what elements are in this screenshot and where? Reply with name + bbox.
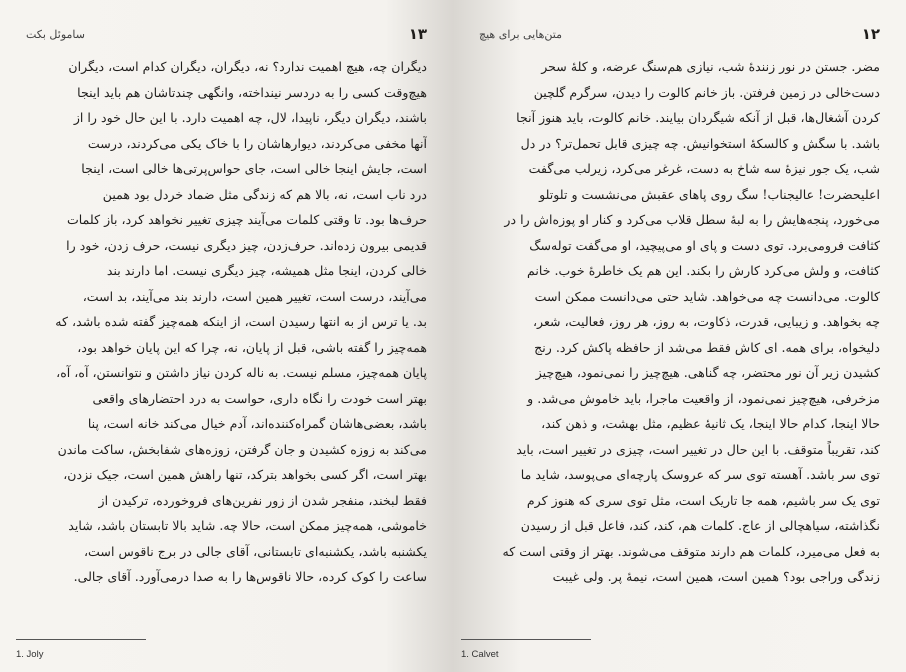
text-line: دلیخواه، برای همه. ای کاش فقط می‌شد از حافظه پاکش کرد. رنج xyxy=(534,339,880,355)
right-running-head: متن‌هایی برای هیچ xyxy=(479,27,562,41)
left-footnote-rule xyxy=(16,639,146,640)
right-footnote: 1. Calvet xyxy=(461,649,499,660)
right-page-number: ۱۲ xyxy=(861,25,880,43)
text-line: حالا اینجا، کدام حالا اینجا، یک ثانیهٔ عظیم، مثل بهشت، و ذهن کند، xyxy=(541,416,880,431)
text-line: حرف‌ها بود. تا وقتی کلمات می‌آیند چیزی تغییر نخواهد کرد، باز کلمات xyxy=(66,212,427,227)
text-line: نگذاشته، سیاهچالی از عاج. کلمات هم، کند، کند، فاعل قبل از رسیدن xyxy=(520,518,880,533)
text-line: چه بخواهد. و زیبایی، قدرت، ذکاوت، به روز، هر روز، فعالیت، شعر، xyxy=(532,314,880,329)
text-line: کشیدن زیر آن نور محتضر، چه گناهی. هیچ‌چیز را نمی‌نمود، هیچ‌چیز xyxy=(535,365,880,380)
text-line: ساعت را کوک کرده، حالا ناقوس‌ها را به صدا درمی‌آورد. آقای جالی. xyxy=(73,569,427,584)
text-line: بد. یا ترس از به انتها رسیدن است، از اینکه همه‌چیز گفته شده باشد، که xyxy=(55,314,427,329)
text-line: زندگی وراجی بود؟ همین است، همین است، نیمهٔ پر. ولی غیبت xyxy=(552,569,880,584)
text-line: پایان همه‌چیز، مسلم نیست. به ناله کردن نیاز داشتن و نتوانستن، آه، آه، xyxy=(56,365,427,380)
text-line: هیچ‌وقت کسی را به دردسر نینداخته، وانگهی چندتاشان هم باید اینجا xyxy=(77,84,427,100)
text-line: فقط لبخند، منفجر شدن از زور نفرین‌های فروخورده، ترکیدن از xyxy=(98,492,427,508)
text-line: همه‌چیز را گفته باشی، قبل از پایان، نه، چرا که این پایان خواهد بود، xyxy=(77,339,427,355)
text-line: کثافت فرومی‌برد. توی دست و پای او می‌پیچید، او می‌گفت توله‌سگ xyxy=(529,237,880,253)
text-line: خاموشی، همه‌چیز ممکن است، حالا چه. شاید بالا تابستان باشد، شاید xyxy=(68,518,427,533)
text-line: می‌کند به زوزه کشیدن و جان گرفتن، زوزه‌های شفابخش، ساکت ماندن xyxy=(57,441,427,457)
text-line: درد ناب است، نه، بالا هم که زندگی مثل ضماد خردل بود همین xyxy=(102,186,427,202)
text-line: باشد. با سگش و کالسکهٔ استخوانیش. چه چیزی قابل تحمل‌تر؟ در دل xyxy=(520,135,880,151)
text-line: است، جایش اینجا خالی است، جای حواس‌پرتی‌ها خالی است، اینجا xyxy=(81,161,427,176)
right-footnote-rule xyxy=(461,639,591,640)
left-footnote: 1. Joly xyxy=(16,649,44,660)
left-page-body xyxy=(26,54,427,590)
text-line: بهتر است خودت را نگاه داری، حواست به درد احتضارهای واقعی xyxy=(92,390,427,406)
left-page-header xyxy=(26,24,427,44)
text-line: دیگران چه، هیچ اهمیت ندارد؟ نه، دیگران، دیگران کدام است، دیگران xyxy=(68,59,427,74)
text-line: به فعل می‌میرد، کلمات هم دارند متوقف می‌شوند. بهتر از وقتی است که xyxy=(502,543,880,559)
right-page-header xyxy=(479,24,880,44)
text-line: دست‌خالی در زمین فرفتن. باز خانم کالوت را دیدن، سرگرم گلچین xyxy=(533,84,880,100)
text-line: اعلیحضرت! عالیجناب! سگ روی پاهای عقبش می‌نشست و تلوتلو xyxy=(539,186,880,202)
text-line: باشند، دیگران دیگر، ناپیدا، لال، چه اهمیت دارد. با این حال خود را از xyxy=(73,110,427,125)
left-page-number: ۱۳ xyxy=(408,25,427,43)
text-line: کالوت. می‌دانست چه می‌خواهد. شاید حتی می‌دانست ممکن است xyxy=(534,288,880,304)
right-page xyxy=(453,0,906,672)
text-line: خالی کردن، اینجا مثل همیشه، چیز دیگری نیست. اما دارند بند xyxy=(106,263,427,278)
text-line: کردن آشغال‌ها، قبل از آنکه شیگردان بیایند. خانم کالوت، باید هنوز آنجا xyxy=(516,110,880,125)
text-line: می‌آیند، درست است، تغییر همین است، دارند بند می‌آیند، بد است، xyxy=(82,288,427,304)
text-line: باشد، بعضی‌هاشان گمراه‌کننده‌اند، آدم خیال می‌کند خانه است، پنا xyxy=(87,416,427,431)
right-page-body xyxy=(479,54,880,590)
text-line: توی سر باشد. آهسته توی سر که عروسک پارچه‌ای می‌پوسد، شاید ما xyxy=(520,467,880,482)
text-line: بهتر است، اگر کسی بخواهد بترکد، تنها راهش همین است، جیک نزدن، xyxy=(63,467,427,482)
text-line: توی یک سر باشیم، همه جا تاریک است، مثل توی سری که هنوز کرم xyxy=(526,492,880,508)
text-line: مضر. جستن در نور زنندهٔ شب، نیازی هم‌سنگ عرضه، و کلهٔ سحر xyxy=(541,59,880,74)
text-line: قدیمی بیرون زده‌اند. حرف‌زدن، چیز دیگری نیست، حرف زدن، خود را xyxy=(66,237,427,253)
text-line: می‌خورد، پنجه‌هایش را به لبهٔ سطل قلاب می‌کرد و کنار او پوزه‌اش را در xyxy=(504,212,880,227)
text-line: شب، یک جور نیزهٔ سه شاخ به دست، غرغر می‌کرد، زیرلب می‌گفت xyxy=(528,161,880,176)
text-line: کند، تقریباً متوقف. با این حال در تغییر است، چیزی در تغییر است، باید xyxy=(516,441,880,457)
text-line: یکشنبه باشد، یکشنبه‌ای تابستانی، آقای جالی در برج ناقوس است، xyxy=(83,543,427,559)
text-line: مزخرفی، هیچ‌چیز نمی‌نمود، از واقعیت ماجرا، باید خاموش می‌شد. و xyxy=(527,390,880,406)
text-line: کثافت، و ولش می‌کرد کارش را بکند. این هم یک خاطرهٔ خوب. خانم xyxy=(527,263,880,278)
left-running-head: سامو‌ئل بکت xyxy=(26,27,85,41)
text-line: آنها مخفی می‌کردند، دیوارهاشان را با خاک یکی می‌کردند، درست xyxy=(87,135,427,151)
